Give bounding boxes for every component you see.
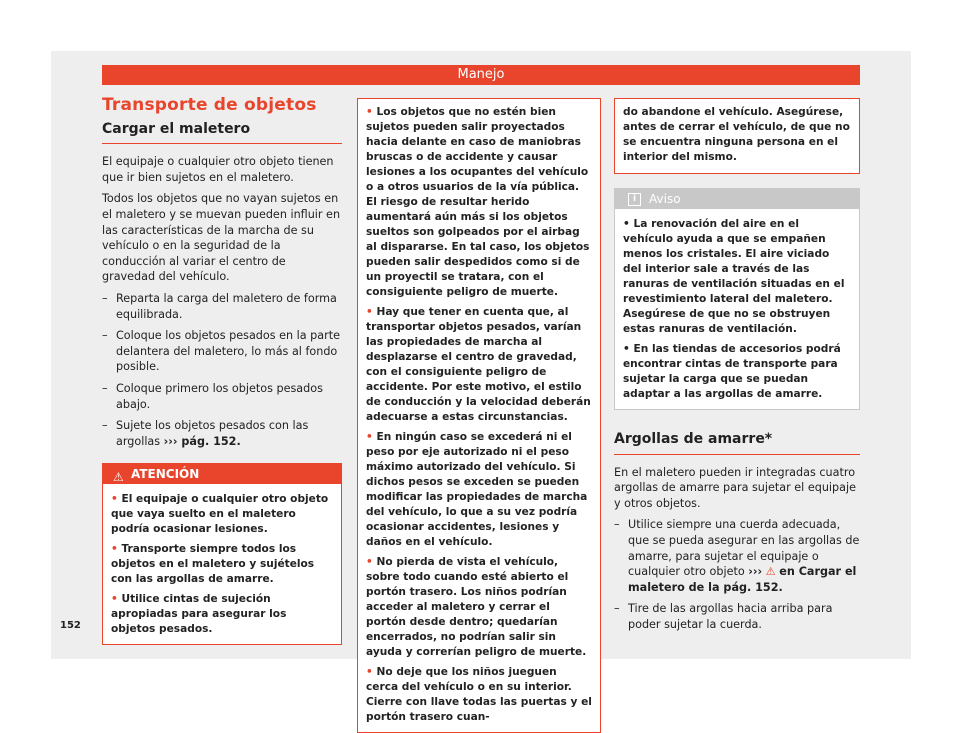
bullet-icon: • [623,218,630,230]
section-heading: Argollas de amarre* [614,432,860,455]
bullet-text: Hay que tener en cuenta que, al transportar objetos pesados, varían las propiedades de marcha al desplazarse el centro de gravedad, con el consiguiente peligro de accidente. Por este motivo, el estilo de conducción y la velocidad deberán adecuarse a estas circunstancias. [366,306,591,423]
list-item-text: Utilice siempre una cuerda adecuada, que se pueda asegurar en las argollas de amarre, para sujetar el equipaje o cualquier otro objeto [628,518,860,579]
column-1 [102,95,342,645]
bullet-icon: • [111,493,118,506]
warning-header [103,464,341,484]
reference-arrows: ››› [748,565,763,579]
warning-triangle-icon: ⚠ [113,470,124,485]
bullet-text: Los objetos que no estén bien sujetos pueden salir proyectados hacia delante en caso de maniobras bruscas o de accidente y causar lesiones a los ocupantes del vehículo o a otros usuarios de la vía pública. El riesgo de resultar herido aumentará aún más si los objetos sueltos son golpeados por el airbag al dispararse. En tal caso, los objetos pueden salir despedidos como si de un proyectil se tratara, con el consiguiente peligro de muerte. [366,106,590,298]
bullet-text: En ningún caso se excederá ni el peso por eje autorizado ni el peso máximo autorizado del vehículo. Si dichos pesos se exceden se pueden modificar las propiedades de marcha del vehículo, lo que a su vez podría ocasionar accidentes, lesiones y daños en el vehículo. [366,431,588,548]
warning-triangle-icon: ⚠ [765,565,776,579]
page-number: 152 [60,620,81,631]
chapter-header: Manejo [102,65,860,85]
bullet-icon: • [366,556,373,568]
column-3 [614,98,860,639]
warning-bullet [366,665,592,725]
note-header [615,189,859,209]
bullet-text: Transporte siempre todos los objetos en el maletero y sujételos con las argollas de amarre. [111,543,315,586]
warning-bullet [366,555,592,660]
bullet-text: La renovación del aire en el vehículo ayuda a que se empañen menos los cristales. El aire viciado del interior sale a través de las ranuras de ventilación situadas en el revestimiento lateral del maletero. Asegúrese de que no se obstruyen estas ranuras de ventilación. [623,218,845,335]
bullet-text: No deje que los niños jueguen cerca del vehículo o en su interior. Cierre con llave todas las puertas y el portón trasero cuan- [366,666,592,723]
column-2 [357,98,601,733]
bullet-icon: • [111,593,118,606]
warning-bullet [111,542,333,587]
warning-bullet [111,592,333,637]
warning-bullet [111,492,333,537]
bullet-text: Utilice cintas de sujeción apropiadas para asegurar los objetos pesados. [111,593,287,636]
bullet-icon: • [366,106,373,118]
subsection-title: Cargar el maletero [102,122,342,145]
bullet-text: No pierda de vista el vehículo, sobre todo cuando esté abierto el portón trasero. Los niños podrían acceder al maletero y cerrar el portón desde dentro; quedarían encerrados, no podrían salir sin ayuda y correrían peligro de muerte. [366,556,587,658]
page-reference-link[interactable]: en Cargar el maletero de la pág. 152. [628,565,857,594]
bullet-text: El equipaje o cualquier otro objeto que vaya suelto en el maletero podría ocasionar lesiones. [111,493,329,536]
warning-bullet [366,430,592,550]
bullet-icon: • [111,543,118,556]
list-item: – Coloque los objetos pesados en la parte delantera del maletero, lo más al fondo posible. [102,328,342,375]
bullet-icon: • [623,343,630,355]
warning-bullet [366,105,592,300]
warning-label: ATENCIÓN [131,467,200,482]
section-title: Transporte de objetos [102,95,317,115]
info-icon: i [628,193,641,206]
list-item [102,418,342,449]
list-item [614,517,860,595]
list-item: – Coloque primero los objetos pesados abajo. [102,381,342,412]
warning-continuation-box [614,98,860,174]
list-item: – Tire de las argollas hacia arriba para poder sujetar la cuerda. [614,601,860,632]
note-body [615,209,859,409]
warning-body [103,484,341,644]
page-reference-link[interactable]: ››› pág. 152. [163,434,241,448]
warning-box [102,463,342,645]
note-box [614,188,860,410]
note-label: Aviso [649,192,681,206]
bullet-icon: • [366,431,373,443]
warning-continuation-text: do abandone el vehículo. Asegúrese, antes de cerrar el vehículo, de que no se encuentra ninguna persona en el interior del mismo. [623,106,850,163]
list-item-text: Sujete los objetos pesados con las argollas [116,419,309,448]
warning-bullet [366,305,592,425]
paragraph: El equipaje o cualquier otro objeto tienen que ir bien sujetos en el maletero. [102,155,334,184]
list-item: – Reparta la carga del maletero de forma equilibrada. [102,291,342,322]
warning-continuation-box [357,98,601,733]
bullet-icon: • [366,666,373,678]
bullet-text: En las tiendas de accesorios podrá encontrar cintas de transporte para sujetar la carga que se puedan adaptar a las argollas de amarre. [623,343,841,400]
bullet-icon: • [366,306,373,318]
note-bullet [623,342,851,402]
note-bullet [623,217,851,337]
paragraph: En el maletero pueden ir integradas cuatro argollas de amarre para sujetar el equipaje y otros objetos. [614,465,856,510]
paragraph: Todos los objetos que no vayan sujetos en el maletero y se muevan pueden influir en las características de la marcha de su vehículo o en la seguridad de la conducción al variar el centro de gravedad del vehículo. [102,192,341,284]
